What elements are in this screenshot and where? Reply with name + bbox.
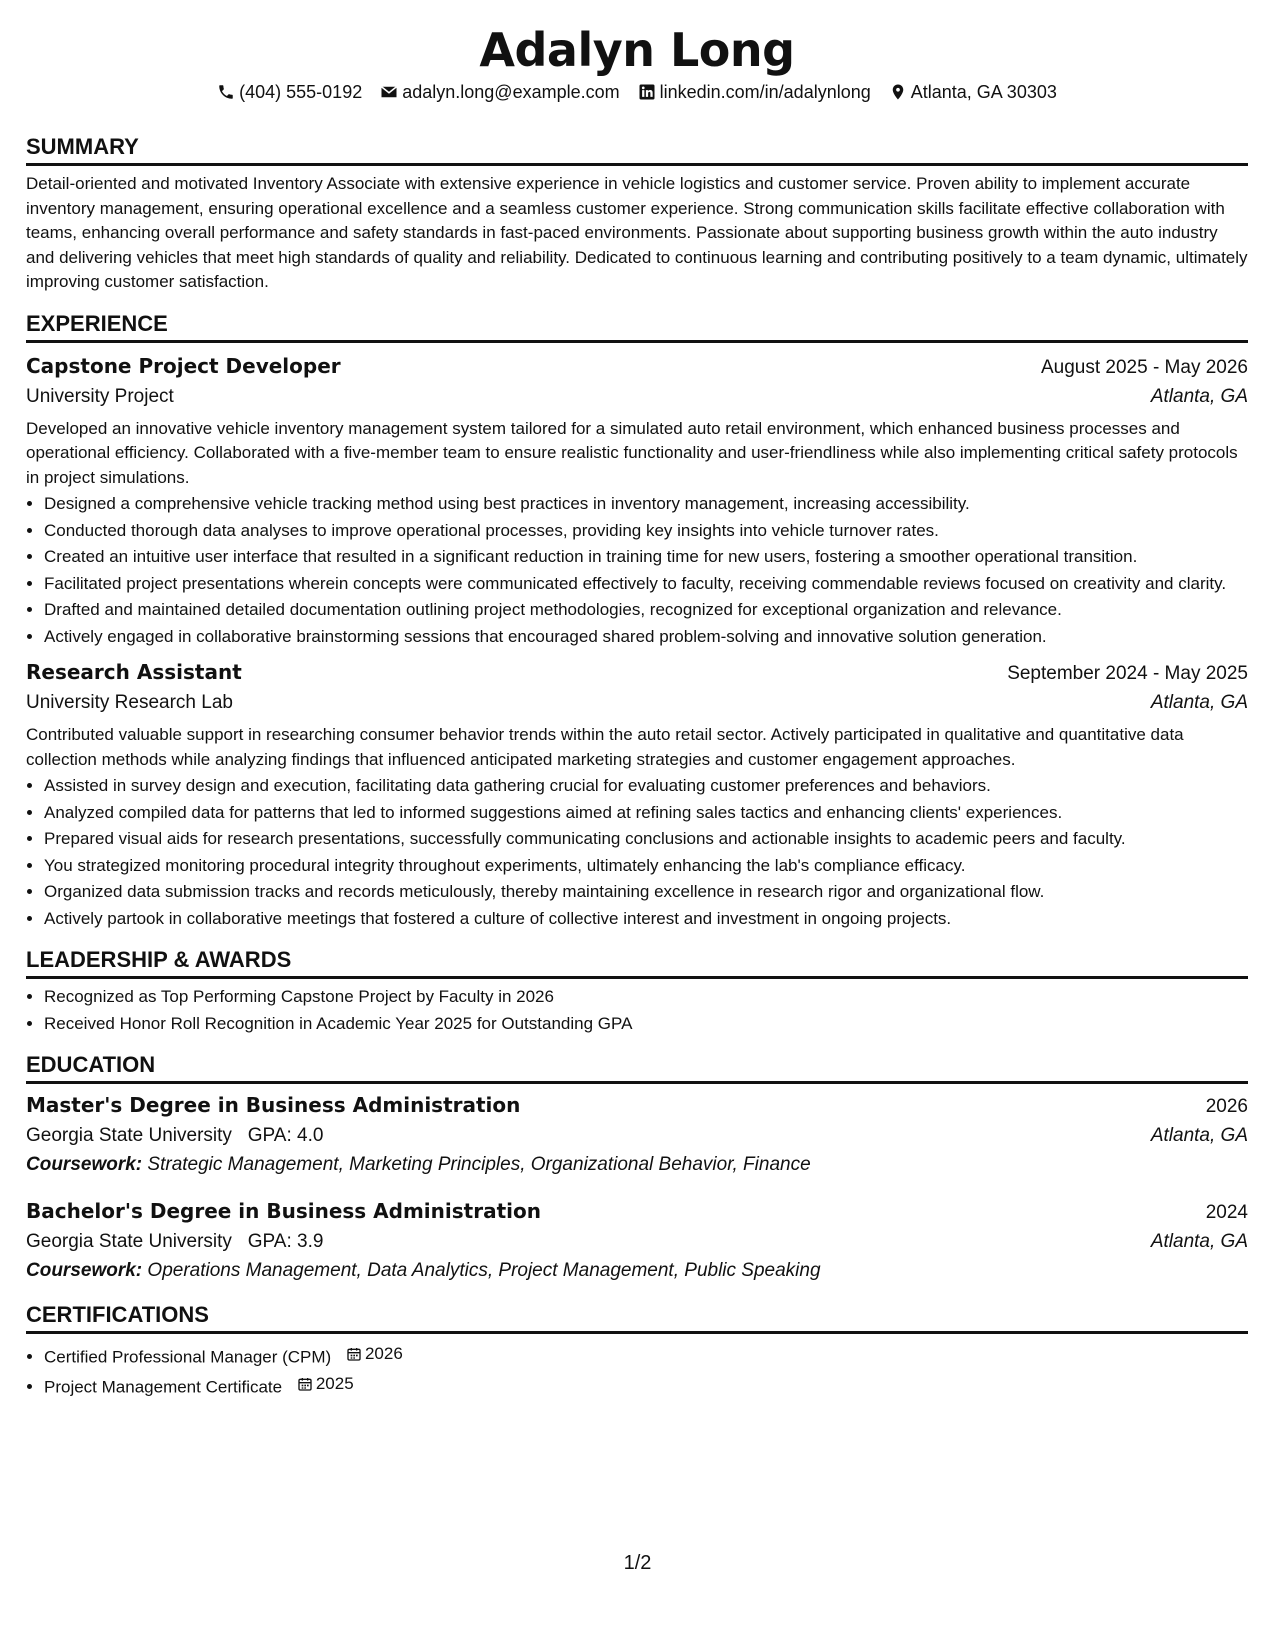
- list-item: • Analyzed compiled data for patterns that led to informed suggestions aimed at refining sales tactics and enhancing clients' experiences.: [44, 801, 1248, 826]
- list-item: • Conducted thorough data analyses to improve operational processes, providing key insights into vehicle turnover rates.: [44, 519, 1248, 544]
- linkedin-link[interactable]: linkedin.com/in/adalynlong: [659, 82, 871, 102]
- job-location: Atlanta, GA: [1150, 692, 1248, 713]
- job-bullets: [26, 774, 1248, 931]
- list-item: • Prepared visual aids for research presentations, successfully communicating conclusions and actionable insights to academic peers and faculty.: [44, 827, 1248, 852]
- job-dates: August 2025 - May 2026: [1040, 356, 1248, 378]
- list-item: • Received Honor Roll Recognition in Academic Year 2025 for Outstanding GPA: [44, 1012, 1248, 1037]
- list-item: • Facilitated project presentations wherein concepts were communicated effectively to faculty, receiving commendable reviews focused on creativity and clarity.: [44, 572, 1248, 597]
- school-line: [26, 1228, 323, 1256]
- list-item: • Assisted in survey design and execution, facilitating data gathering crucial for evaluating customer preferences and behaviors.: [44, 774, 1248, 799]
- coursework-label: Coursework:: [26, 1154, 143, 1175]
- cert-name: Project Management Certificate: [44, 1377, 283, 1396]
- cert-year: 2026: [364, 1344, 403, 1363]
- cert-date: [297, 1372, 354, 1397]
- list-item: • Created an intuitive user interface that resulted in a significant reduction in training time for new users, fostering a smoother operational transition.: [44, 545, 1248, 570]
- email-link[interactable]: adalyn.long@example.com: [402, 82, 620, 102]
- job-bullets: [26, 492, 1248, 649]
- contact-bar: [26, 80, 1248, 104]
- list-item: • Actively engaged in collaborative brainstorming sessions that encouraged shared problem-solving and innovative solution generation.: [44, 625, 1248, 650]
- calendar-icon: [297, 1376, 313, 1392]
- list-item: [44, 1372, 1248, 1400]
- coursework: [26, 1150, 1248, 1180]
- list-item: • Organized data submission tracks and records meticulously, thereby maintaining excellence in research rigor and organizational flow.: [44, 880, 1248, 905]
- page-number: 1/2: [623, 1552, 652, 1574]
- job-dates: September 2024 - May 2025: [1007, 663, 1248, 684]
- leadership-heading: LEADERSHIP & AWARDS: [26, 945, 1248, 979]
- leadership-list: [26, 985, 1248, 1036]
- coursework-list: Operations Management, Data Analytics, Project Management, Public Speaking: [147, 1260, 821, 1281]
- school-location: Atlanta, GA: [1150, 1125, 1248, 1146]
- envelope-icon: [380, 83, 398, 101]
- contact-location: [889, 80, 1057, 104]
- school-gpa: GPA: 3.9: [247, 1231, 324, 1252]
- resume-page: [26, 22, 1248, 1402]
- job-title: Capstone Project Developer: [26, 353, 341, 378]
- coursework-label: Coursework:: [26, 1260, 143, 1281]
- phone-text: (404) 555-0192: [239, 82, 363, 102]
- job-entry: [26, 657, 1248, 931]
- contact-phone: [217, 80, 362, 104]
- cert-year: 2025: [315, 1373, 354, 1393]
- job-entry: [26, 351, 1248, 650]
- cert-date: [346, 1342, 403, 1367]
- coursework: [26, 1256, 1248, 1286]
- list-item: [44, 1342, 1248, 1370]
- degree-year: 2026: [1205, 1096, 1248, 1117]
- phone-icon: [217, 83, 235, 101]
- school-name: Georgia State University: [26, 1125, 232, 1146]
- job-title: Research Assistant: [26, 660, 242, 684]
- school-location: Atlanta, GA: [1150, 1231, 1248, 1252]
- certifications-heading: CERTIFICATIONS: [26, 1300, 1248, 1334]
- location-text: Atlanta, GA 30303: [910, 82, 1057, 102]
- list-item: • You strategized monitoring procedural integrity throughout experiments, ultimately enhancing the lab's compliance efficacy.: [44, 854, 1248, 879]
- map-pin-icon: [889, 83, 907, 101]
- degree-title: Bachelor's Degree in Business Administration: [26, 1199, 541, 1223]
- linkedin-icon: [638, 83, 656, 101]
- job-description: Contributed valuable support in researching consumer behavior trends within the auto retail sector. Actively participated in qualitative and quantitative data collection methods while analyzing findings that influenced anticipated marketing strategies and customer engagement approaches.: [26, 725, 1184, 769]
- job-location: Atlanta, GA: [1150, 385, 1248, 407]
- experience-heading: EXPERIENCE: [26, 309, 1248, 343]
- cert-name: Certified Professional Manager (CPM): [44, 1347, 332, 1367]
- contact-email[interactable]: [380, 80, 619, 104]
- coursework-list: Strategic Management, Marketing Principles, Organizational Behavior, Finance: [147, 1154, 811, 1175]
- calendar-icon: [346, 1346, 362, 1362]
- school-gpa: GPA: 4.0: [247, 1125, 324, 1146]
- job-org: University Project: [26, 385, 174, 407]
- job-org: University Research Lab: [26, 692, 233, 713]
- job-description: Developed an innovative vehicle inventory management system tailored for a simulated auto retail environment, which enhanced business processes and operational efficiency. Collaborated with a five-member team to ensure realistic functionality and user-friendliness while also implementing critical safety protocols in project simulations.: [26, 418, 1238, 487]
- list-item: • Recognized as Top Performing Capstone Project by Faculty in 2026: [44, 985, 1248, 1010]
- list-item: • Designed a comprehensive vehicle tracking method using best practices in inventory management, increasing accessibility.: [44, 492, 1248, 517]
- school-name: Georgia State University: [26, 1231, 232, 1252]
- certifications-list: [26, 1342, 1248, 1400]
- summary-text: Detail-oriented and motivated Inventory Associate with extensive experience in vehicle logistics and customer service. Proven ability to implement accurate inventory management, ensuring operational excellence and a seamless customer experience. Strong communication skills facilitate effective collaboration with teams, enhancing overall performance and safety standards in fast-paced environments. Passionate about supporting business growth within the auto industry and delivering vehicles that meet high standards of quality and reliability. Dedicated to continuous learning and contributing positively to a team dynamic, ultimately improving customer satisfaction.: [26, 174, 1248, 291]
- candidate-name: Adalyn Long: [479, 23, 795, 77]
- education-entry: [26, 1196, 1248, 1286]
- degree-year: 2024: [1205, 1202, 1248, 1223]
- list-item: • Drafted and maintained detailed documentation outlining project methodologies, recognized for exceptional organization and relevance.: [44, 598, 1248, 623]
- summary-heading: SUMMARY: [26, 132, 1248, 166]
- education-entry: [26, 1090, 1248, 1180]
- contact-linkedin[interactable]: [638, 80, 871, 104]
- education-heading: EDUCATION: [26, 1050, 1248, 1084]
- list-item: • Actively partook in collaborative meetings that fostered a culture of collective interest and investment in ongoing projects.: [44, 907, 1248, 932]
- degree-title: Master's Degree in Business Administration: [26, 1093, 521, 1117]
- school-line: [26, 1122, 323, 1150]
